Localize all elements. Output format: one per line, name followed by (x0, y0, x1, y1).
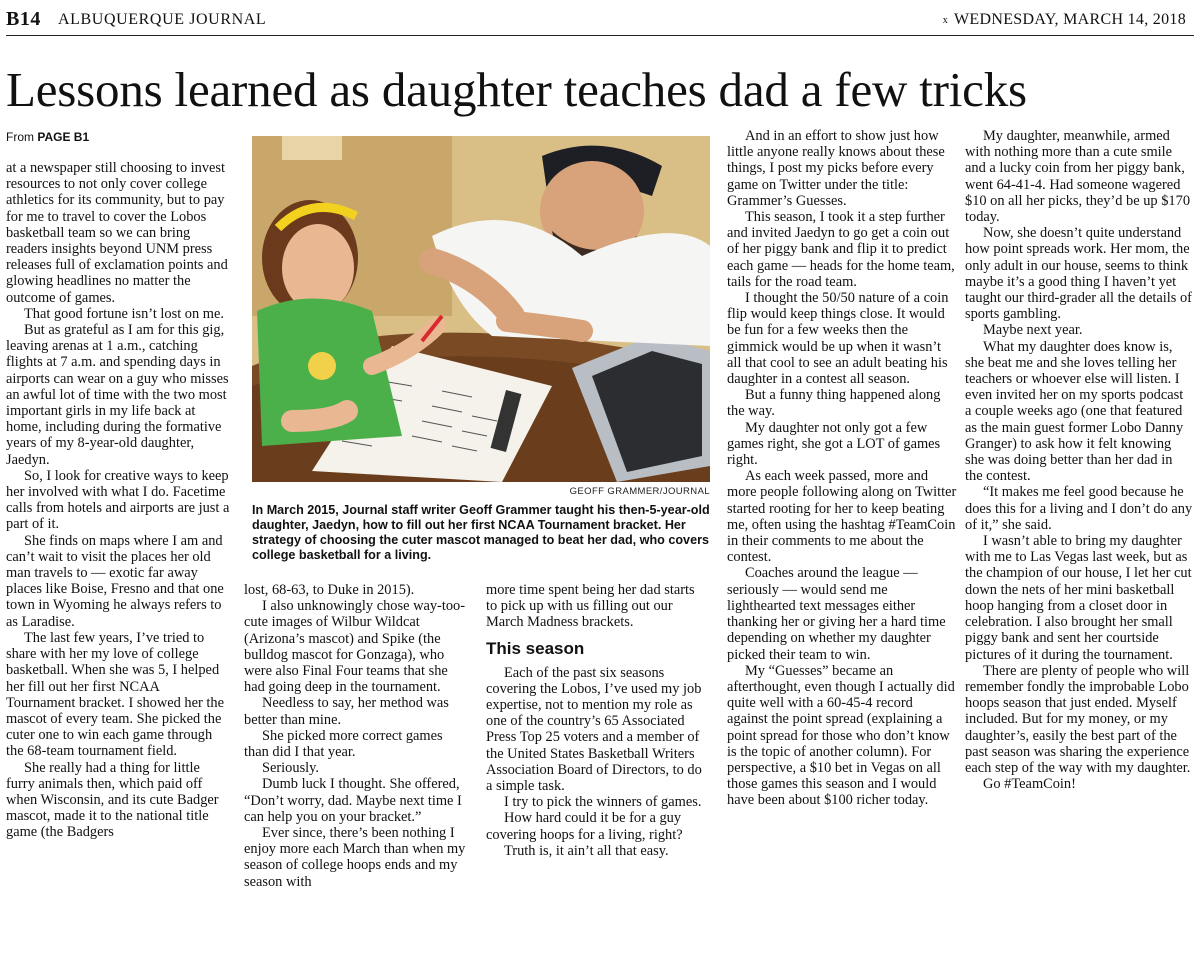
paragraph: What my daughter does know is, she beat me and she loves telling her teachers or whoever else will listen. I even invited her on my sports podcast a couple weeks ago (one that featured as the main guest former Lobo Danny Granger) to ask how it felt knowing she was doing better than her dad in the contest. (965, 338, 1184, 485)
photo-father-daughter-bracket (252, 136, 710, 482)
paragraph: But a funny thing happened along the way. (727, 387, 941, 420)
article-column-2 (244, 582, 469, 890)
section-subhead: This season (486, 638, 585, 658)
paragraph: That good fortune isn’t lost on me. (24, 305, 224, 322)
paragraph: There are plenty of people who will remember fondly the improbable Lobo hoops season that just ended. Myself included. But for my money, or my daughter’s, easily the best part of the past season was sharing the experience each step of the way with my daughter. (965, 662, 1191, 776)
article-photo (252, 136, 710, 482)
photo-caption: In March 2015, Journal staff writer Geoff Grammer taught his then-5-year-old daughter, Jaedyn, how to fill out her first NCAA Tournament bracket. Her strategy of choosing the cuter mascot managed to beat her dad, who covers college basketball for a living. (252, 503, 710, 562)
date-marker: x (942, 14, 949, 26)
article-column-3 (486, 582, 709, 859)
paragraph: She really had a thing for little furry animals then, which paid off when Wisconsin, and its cute Badger mascot, made it to the national title game (the Badgers (6, 759, 219, 841)
paragraph: Go #TeamCoin! (983, 776, 1076, 793)
headline: Lessons learned as daughter teaches dad a few tricks (6, 62, 1027, 117)
paragraph: This season, I took it a step further and invited Jaedyn to go get a coin out of her piggy bank and flip it to predict each game — heads for the home team, tails for the road team. (727, 209, 955, 290)
jump-page: PAGE B1 (37, 130, 90, 144)
paragraph: My daughter, meanwhile, armed with nothing more than a cute smile and a lucky coin from her piggy bank, went 64-41-4. Had someone wagered $10 on all her picks, they’d be up $170 today. (965, 128, 1191, 226)
issue-date (943, 11, 1186, 29)
page-number: B14 (6, 8, 41, 30)
paragraph: But as grateful as I am for this gig, leaving arenas at 1 a.m., catching flights at 7 a.m. and spending days in airports can wear on a guy who misses an awful lot of time with the two most important girls in my life back at home, including during the formative years of my 8-year-old daughter, Jaedyn. (6, 322, 229, 468)
paragraph: Each of the past six seasons covering the Lobos, I’ve used my job expertise, not to mention my role as one of the country’s 65 Associated Press Top 25 voters and a member of the United States Basketball Writers Association Board of Directors, to do a simple task. (486, 664, 702, 795)
article-column-5 (965, 128, 1193, 792)
paragraph: And in an effort to show just how little anyone really knows about these things, I post my picks before every game on Twitter under the title: Grammer’s Guesses. (727, 128, 945, 209)
paragraph: I wasn’t able to bring my daughter with me to Las Vegas last week, but as the champion of our house, I let her cut down the nets of her mini basketball hoop hanging from a closet door in celebration. I also brought her small piggy bank and sent her courtside pictures of it during the tournament. (965, 533, 1192, 663)
header-rule (6, 35, 1194, 36)
paragraph: As each week passed, more and more people following along on Twitter started rooting for her to keep beating me, often using the hashtag #TeamCoin in their comments to me about the contest. (727, 468, 957, 566)
jump-prefix: From (6, 130, 34, 144)
article-column-4 (727, 128, 957, 809)
paragraph: Truth is, it ain’t all that easy. (504, 842, 669, 859)
paragraph: lost, 68-63, to Duke in 2015). (244, 582, 415, 598)
paragraph: Coaches around the league — seriously — would send me lighthearted text messages either thanking her or giving her a hard time depending on whether my daughter picked their team to win. (727, 565, 946, 663)
paragraph: “It makes me feel good because he does this for a living and I don’t do any of it,” she said. (965, 484, 1193, 533)
paragraph: She finds on maps where I am and can’t wait to visit the places her old man travels to — exotic far away places like Boise, Fresno and that one town in Wyoming he always refers to as Laradise. (6, 532, 224, 630)
paragraph: Dumb luck I thought. She offered, “Don’t worry, dad. Maybe next time I can help you on your bracket.” (244, 776, 462, 825)
jump-line (6, 130, 89, 144)
photo-credit: GEOFF GRAMMER/JOURNAL (569, 486, 710, 497)
paragraph: So, I look for creative ways to keep her involved with what I do. Facetime calls from hotels and airports are just a part of it. (6, 467, 230, 533)
paragraph: I try to pick the winners of games. (504, 794, 702, 811)
paragraph: Seriously. (262, 760, 320, 777)
paragraph: She picked more correct games than did I that year. (244, 727, 443, 761)
paragraph: Now, she doesn’t quite understand how point spreads work. Her mom, the only adult in our house, seems to think maybe it’s a good thing I haven’t yet taught our third-grader all the details of sports gambling. (965, 225, 1192, 323)
paragraph: Maybe next year. (983, 322, 1083, 339)
article-column-1 (6, 160, 230, 841)
paragraph: more time spent being her dad starts to pick up with us filling out our March Madness brackets. (486, 582, 695, 631)
paragraph: Ever since, there’s been nothing I enjoy more each March than when my season of college hoops ends and my season with (244, 825, 466, 890)
paragraph: My “Guesses” became an afterthought, even though I actually did quite well with a 60-45-4 record against the point spread (explaining a point spread for those who don’t know is the topic of another column). For perspective, a $10 bet in Vegas on all those games this season and I would have been about $100 richer today. (727, 662, 955, 809)
paragraph: I thought the 50/50 nature of a coin flip would keep things close. It would be fun for a few weeks then the gimmick would be up when it wasn’t all that cool to see an adult beating his daughter in a contest all season. (727, 290, 949, 388)
paragraph: How hard could it be for a guy covering hoops for a living, right? (486, 810, 683, 843)
paragraph: Needless to say, her method was better than mine. (244, 695, 449, 728)
date-text: WEDNESDAY, MARCH 14, 2018 (954, 11, 1186, 28)
paragraph: The last few years, I’ve tried to share with her my love of college basketball. When she was 5, I helped her fill out her first NCAA Tournament bracket. I showed her the mascot of every team. She picked the cuter one to win each game through the 68-team tournament field. (6, 629, 224, 760)
paragraph: at a newspaper still choosing to invest resources to not only cover college athletics for its community, but to pay for me to travel to cover the Lobos basketball team so we can bring readers insights beyond UNM press releases full of exclamation points and glowing headlines no matter the outcome of games. (6, 160, 228, 306)
paragraph: I also unknowingly chose way-too-cute images of Wilbur Wildcat (Arizona’s mascot) and Spike (the bulldog mascot for Gonzaga), who were also Final Four teams that she had going deep in the tournament. (244, 598, 466, 696)
newspaper-name: ALBUQUERQUE JOURNAL (58, 11, 267, 28)
paragraph: My daughter not only got a few games right, she got a LOT of games right. (727, 419, 941, 469)
